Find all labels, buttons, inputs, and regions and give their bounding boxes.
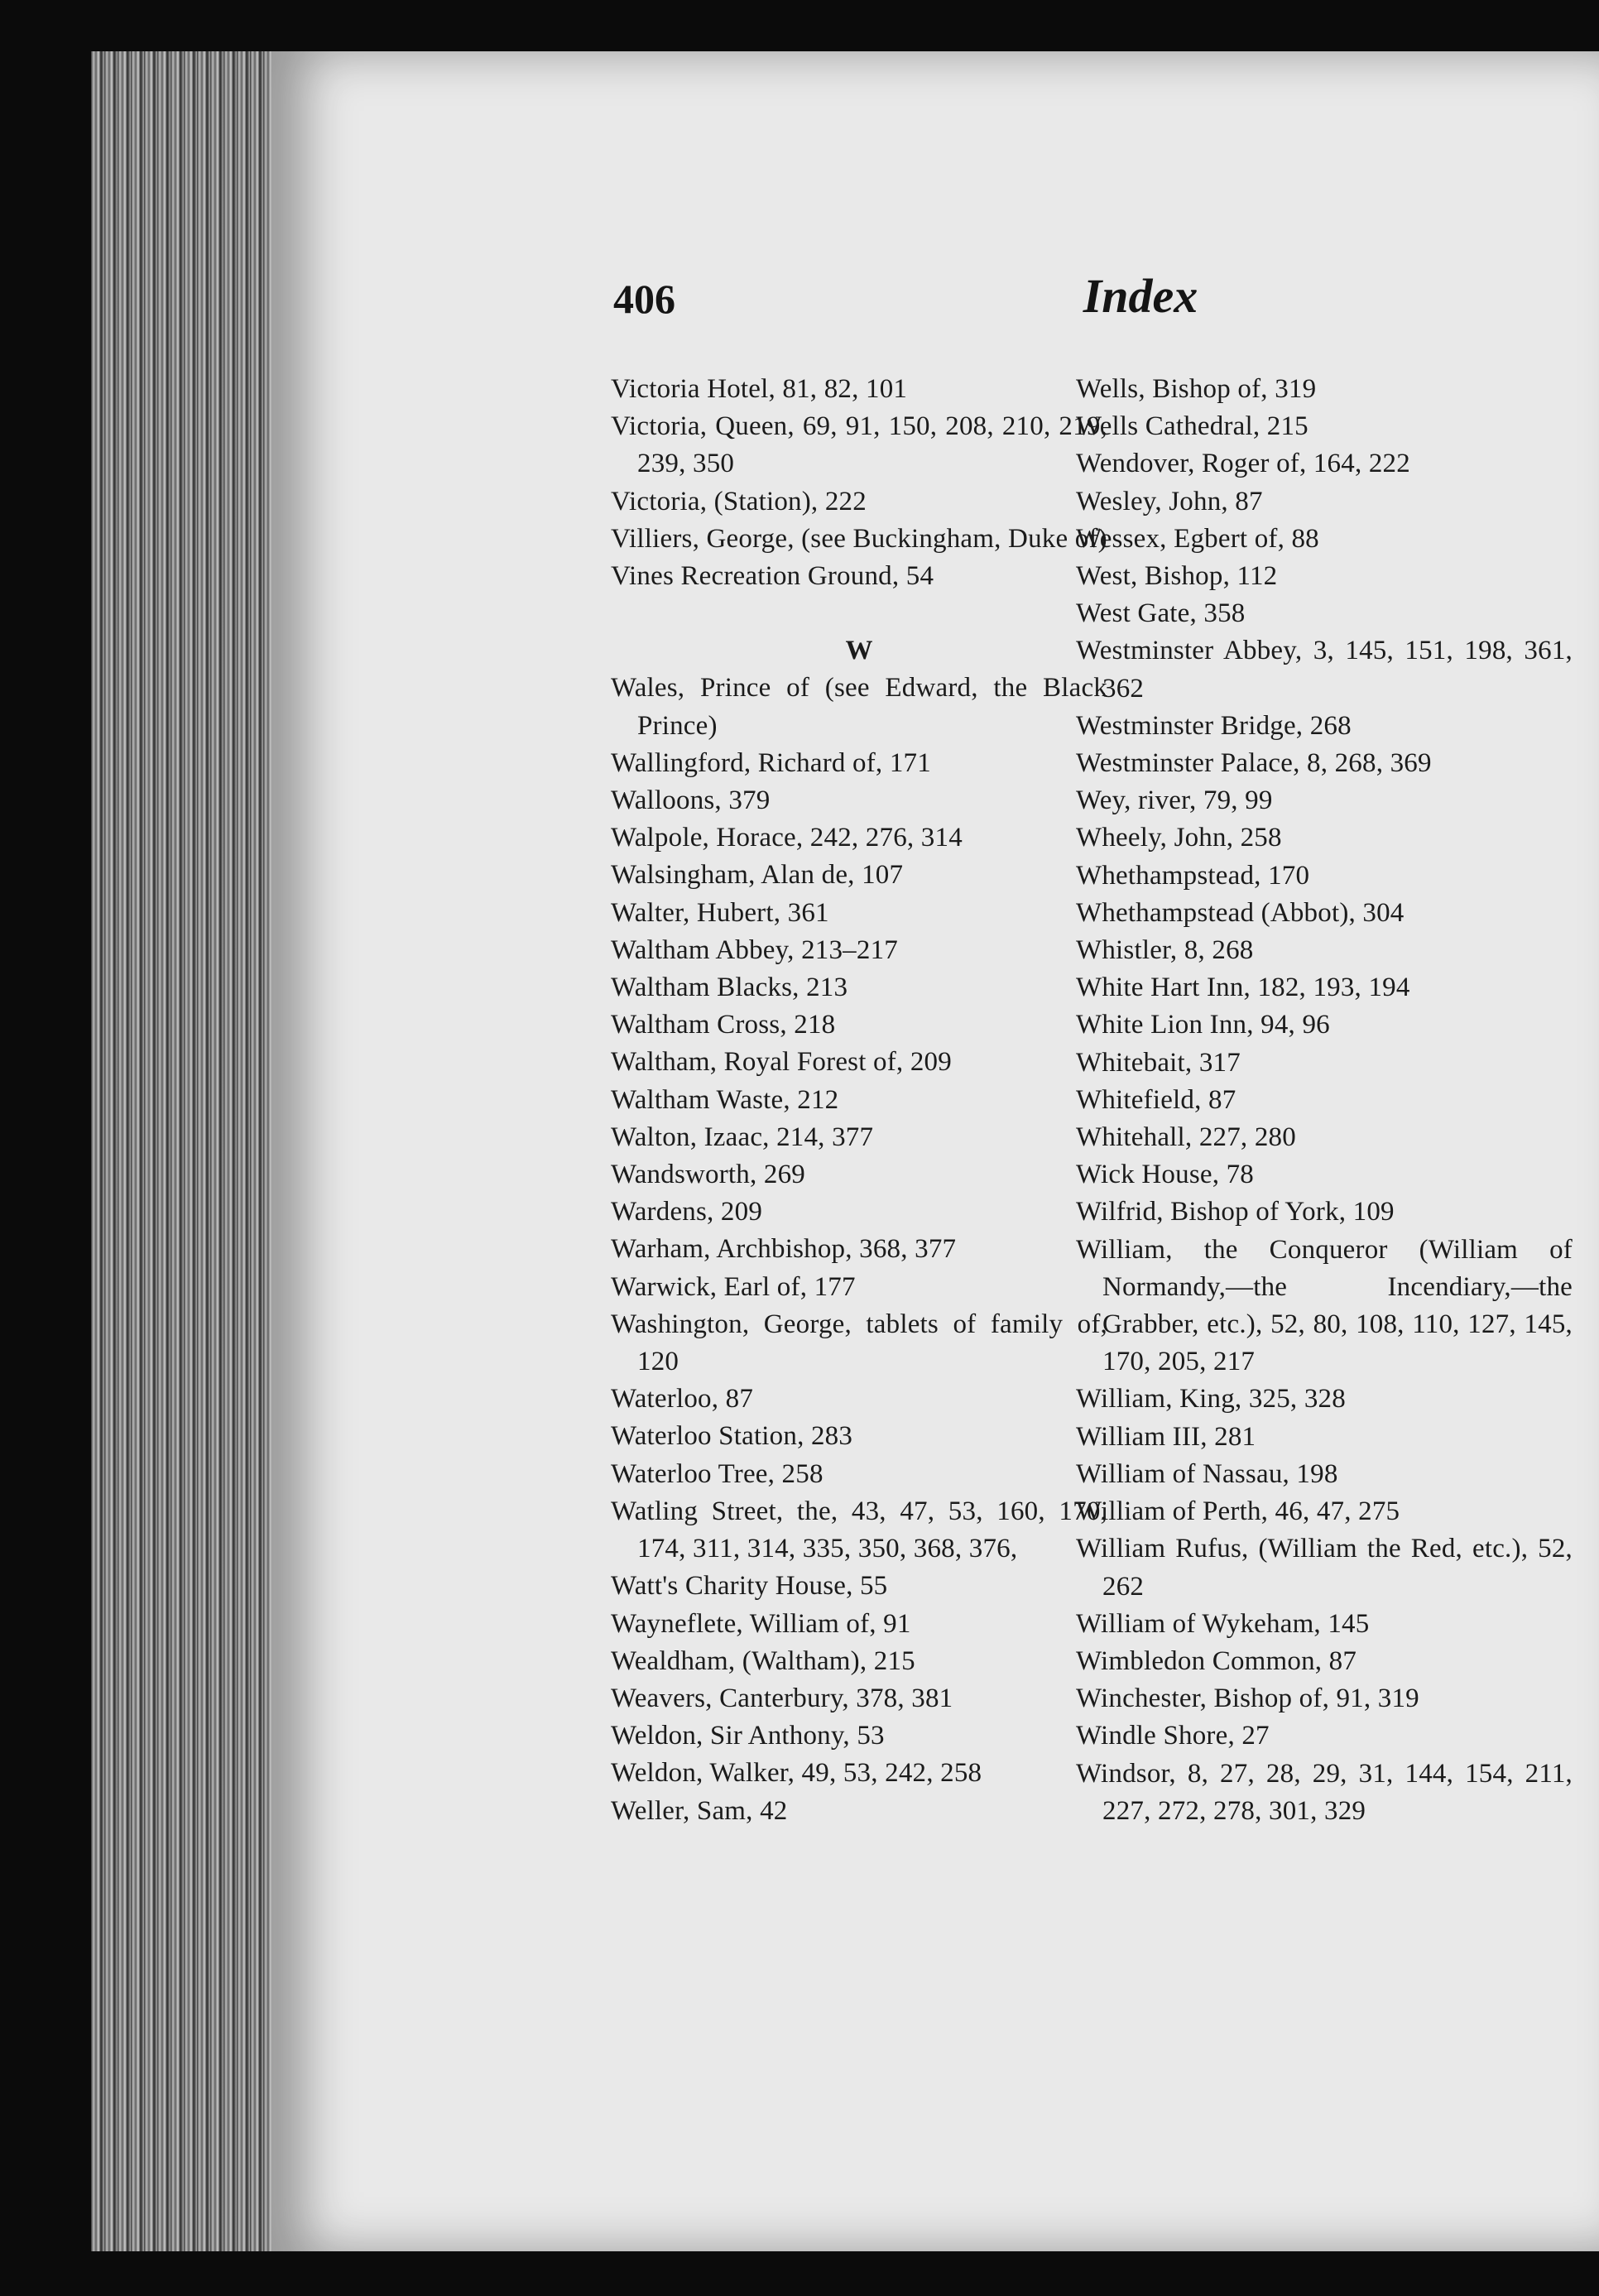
index-entry: Walsingham, Alan de, 107 xyxy=(611,860,904,891)
index-entry: Waltham Cross, 218 xyxy=(611,1010,836,1040)
index-entry: Wandsworth, 269 xyxy=(611,1160,805,1190)
page-number: 406 xyxy=(613,276,675,322)
index-entry: William III, 281 xyxy=(1076,1421,1256,1452)
index-entry: Whistler, 8, 268 xyxy=(1076,935,1254,966)
index-entry: Villiers, George, (see Buckingham, Duke of) xyxy=(611,523,1107,554)
section-letter: W xyxy=(845,636,873,666)
index-entry: Weller, Sam, 42 xyxy=(611,1795,788,1826)
index-entry: Wells, Bishop of, 319 xyxy=(1076,374,1317,404)
index-entry: White Hart Inn, 182, 193, 194 xyxy=(1076,973,1410,1003)
index-entry: White Lion Inn, 94, 96 xyxy=(1076,1010,1330,1040)
index-entry: Weavers, Canterbury, 378, 381 xyxy=(611,1683,953,1713)
index-entry: Walton, Izaac, 214, 377 xyxy=(611,1122,874,1152)
index-entry: William of Wykeham, 145 xyxy=(1076,1608,1370,1639)
index-entry: Wessex, Egbert of, 88 xyxy=(1076,523,1319,554)
index-entry: Whethampstead, 170 xyxy=(1076,860,1310,891)
index-entry: Wallingford, Richard of, 171 xyxy=(611,747,931,778)
index-entry: Watt's Charity House, 55 xyxy=(611,1571,888,1602)
index-entry: William, the Conqueror (William of Normandy,—the Incendiary,—the Grabber, etc.), 52, 80, 108, 110, 127, 145, 170, 205, 217 xyxy=(1076,1234,1573,1377)
index-entry: Waltham, Royal Forest of, 209 xyxy=(611,1047,952,1078)
index-entry: Winchester, Bishop of, 91, 319 xyxy=(1076,1684,1419,1714)
index-entry: Wheely, John, 258 xyxy=(1076,823,1282,853)
index-entry: Westminster Abbey, 3, 145, 151, 198, 361, 362 xyxy=(1076,636,1573,704)
index-entry: Wendover, Roger of, 164, 222 xyxy=(1076,449,1410,479)
index-column-right xyxy=(1076,371,1573,1830)
index-entry: Westminster Bridge, 268 xyxy=(1076,710,1352,741)
index-entry: Whitehall, 227, 280 xyxy=(1076,1122,1296,1153)
book-page-edges xyxy=(91,51,277,2251)
index-entry: Waltham Waste, 212 xyxy=(611,1084,839,1115)
index-entry: Victoria, Queen, 69, 91, 150, 208, 210, 219, 239, 350 xyxy=(611,411,1107,479)
index-entry: Wimbledon Common, 87 xyxy=(1076,1645,1357,1676)
index-entry: Whethampstead (Abbot), 304 xyxy=(1076,897,1405,928)
index-entry: Vines Recreation Ground, 54 xyxy=(611,561,934,592)
index-entry: Walloons, 379 xyxy=(611,785,771,816)
index-entry: Wells Cathedral, 215 xyxy=(1076,411,1308,442)
index-entry: Victoria Hotel, 81, 82, 101 xyxy=(611,374,908,404)
index-entry: Wick House, 78 xyxy=(1076,1160,1255,1190)
index-entry: Waltham Blacks, 213 xyxy=(611,973,848,1003)
index-entry: William of Perth, 46, 47, 275 xyxy=(1076,1496,1400,1527)
index-entry: Waterloo Station, 283 xyxy=(611,1421,853,1452)
index-entry: West Gate, 358 xyxy=(1076,598,1246,629)
index-entry: Wayneflete, William of, 91 xyxy=(611,1608,911,1639)
book-page xyxy=(271,51,1599,2251)
index-entry: Warham, Archbishop, 368, 377 xyxy=(611,1234,957,1265)
index-entry: Walter, Hubert, 361 xyxy=(611,897,829,928)
index-entry: William of Nassau, 198 xyxy=(1076,1458,1338,1489)
index-entry: Walpole, Horace, 242, 276, 314 xyxy=(611,823,963,853)
index-entry: Wales, Prince of (see Edward, the Black Prince) xyxy=(611,673,1107,741)
index-entry: Washington, George, tablets of family of, 120 xyxy=(611,1309,1107,1377)
running-title: Index xyxy=(1083,269,1198,323)
index-entry: Warwick, Earl of, 177 xyxy=(611,1271,856,1302)
index-entry: Waterloo Tree, 258 xyxy=(611,1458,824,1489)
index-entry: Wardens, 209 xyxy=(611,1197,763,1227)
index-entry: Watling Street, the, 43, 47, 53, 160, 170, 174, 311, 314, 335, 350, 368, 376, xyxy=(611,1496,1107,1564)
index-entry: William, King, 325, 328 xyxy=(1076,1384,1346,1415)
index-entry: Windsor, 8, 27, 28, 29, 31, 144, 154, 211, 227, 272, 278, 301, 329 xyxy=(1076,1758,1573,1826)
index-entry: Weldon, Walker, 49, 53, 242, 258 xyxy=(611,1758,982,1789)
index-entry: Whitefield, 87 xyxy=(1076,1084,1236,1115)
index-entry: Westminster Palace, 8, 268, 369 xyxy=(1076,748,1432,779)
index-entry: Victoria, (Station), 222 xyxy=(611,486,867,516)
index-entry: Weldon, Sir Anthony, 53 xyxy=(611,1721,885,1751)
index-column-left xyxy=(611,371,1107,1830)
index-entry: Wey, river, 79, 99 xyxy=(1076,785,1273,816)
index-entry: William Rufus, (William the Red, etc.), 52, 262 xyxy=(1076,1534,1573,1602)
index-entry: Wealdham, (Waltham), 215 xyxy=(611,1645,915,1676)
index-entry: Windle Shore, 27 xyxy=(1076,1721,1270,1751)
index-entry: West, Bishop, 112 xyxy=(1076,561,1278,592)
index-entry: Wilfrid, Bishop of York, 109 xyxy=(1076,1197,1395,1227)
index-entry: Waterloo, 87 xyxy=(611,1384,754,1415)
index-entry: Whitebait, 317 xyxy=(1076,1047,1241,1078)
index-entry: Waltham Abbey, 213–217 xyxy=(611,934,898,965)
index-entry: Wesley, John, 87 xyxy=(1076,486,1263,516)
page-header xyxy=(271,240,1599,331)
